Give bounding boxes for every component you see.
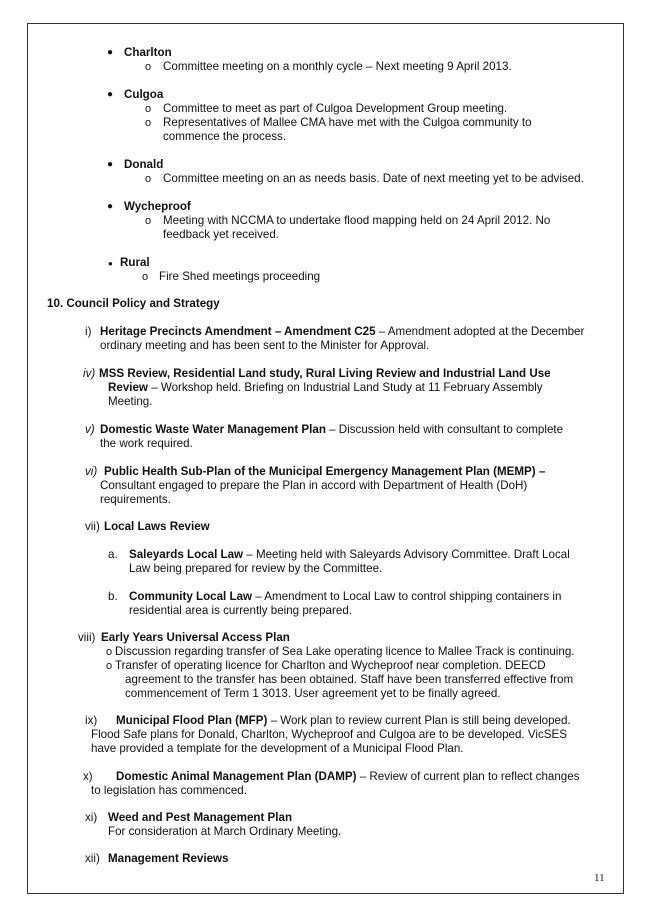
committee-name: Wycheproof	[124, 200, 191, 213]
policy-title: MSS Review, Residential Land study, Rural Living Review and Industrial Land Use	[99, 367, 551, 380]
committee-name: Charlton	[124, 46, 172, 59]
policy-text: the work required.	[100, 437, 193, 450]
policy-item-line	[100, 423, 563, 437]
bullet-icon: ●	[108, 259, 113, 268]
circle-bullet-icon: o	[145, 61, 152, 73]
subitem-title: Community Local Law	[129, 590, 253, 603]
circle-bullet-icon: o	[145, 117, 152, 129]
bullet-icon: ●	[107, 159, 114, 170]
policy-item-line	[100, 325, 584, 339]
policy-item-line	[116, 770, 580, 784]
page-number: 11	[594, 872, 605, 884]
policy-text: Meeting.	[108, 395, 153, 408]
policy-title: Management Reviews	[108, 852, 229, 865]
circle-bullet-icon: o	[106, 646, 113, 658]
subitem-text: residential area is currently being prepared.	[129, 604, 352, 617]
policy-text: Flood Safe plans for Donald, Charlton, Wycheproof and Culgoa are to be developed. VicSES	[91, 728, 567, 741]
circle-bullet-icon: o	[145, 173, 152, 185]
policy-text: – Amendment adopted at the December	[375, 325, 585, 338]
committee-item: Representatives of Mallee CMA have met with the Culgoa community to	[163, 116, 532, 129]
committee-item-continuation: commence the process.	[163, 130, 287, 143]
circle-bullet-icon: o	[106, 660, 113, 672]
item-number: iv)	[83, 367, 96, 380]
policy-text: – Workshop held. Briefing on Industrial Land Study at 11 February Assembly	[147, 381, 543, 394]
policy-text: Discussion regarding transfer of Sea Lake operating licence to Mallee Track is continuing.	[115, 645, 575, 658]
subitem-letter: a.	[108, 548, 118, 561]
section-heading: 10. Council Policy and Strategy	[47, 297, 220, 310]
committee-item: Meeting with NCCMA to undertake flood mapping held on 24 April 2012. No	[163, 214, 551, 227]
committee-name: Donald	[124, 158, 164, 171]
committee-item: Committee meeting on an as needs basis. Date of next meeting yet to be advised.	[163, 172, 584, 185]
page-border	[27, 23, 624, 894]
item-number: vii)	[85, 520, 100, 533]
policy-text: to legislation has commenced.	[91, 784, 247, 797]
subitem-letter: b.	[108, 590, 118, 603]
policy-title: Domestic Waste Water Management Plan	[100, 423, 326, 436]
policy-title: Weed and Pest Management Plan	[108, 811, 293, 824]
item-number: ix)	[85, 714, 98, 727]
subitem-title: Saleyards Local Law	[129, 548, 244, 561]
subitem-text: – Meeting held with Saleyards Advisory Committee. Draft Local	[243, 548, 570, 561]
policy-title: Early Years Universal Access Plan	[101, 631, 290, 644]
policy-item-line	[108, 381, 543, 395]
committee-name: Culgoa	[124, 88, 164, 101]
item-number: vi)	[85, 465, 98, 478]
policy-text: – Work plan to review current Plan is still being developed.	[267, 714, 571, 727]
bullet-icon: ●	[107, 47, 114, 58]
policy-text: Consultant engaged to prepare the Plan in accord with Department of Health (DoH)	[100, 479, 528, 492]
policy-text: have provided a template for the development of a Municipal Flood Plan.	[91, 742, 464, 755]
item-number: x)	[83, 770, 93, 783]
policy-text: Transfer of operating licence for Charlton and Wycheproof near completion. DEECD	[115, 659, 546, 672]
subitem-text: – Amendment to Local Law to control shipping containers in	[252, 590, 562, 603]
committee-item-continuation: feedback yet received.	[163, 228, 280, 241]
subitem-text: Law being prepared for review by the Committee.	[129, 562, 383, 575]
item-number: xii)	[85, 852, 100, 865]
policy-title: Public Health Sub-Plan of the Municipal Emergency Management Plan (MEMP) –	[104, 465, 546, 478]
bullet-icon: ●	[107, 89, 114, 100]
policy-text: – Review of current plan to reflect changes	[356, 770, 580, 783]
subitem-line	[129, 548, 570, 562]
item-number: v)	[85, 423, 95, 436]
circle-bullet-icon: o	[145, 103, 152, 115]
circle-bullet-icon: o	[142, 271, 149, 283]
policy-text: ordinary meeting and has been sent to the Minister for Approval.	[100, 339, 430, 352]
committee-item: Committee meeting on a monthly cycle – Next meeting 9 April 2013.	[163, 60, 512, 73]
committee-item: Committee to meet as part of Culgoa Development Group meeting.	[163, 102, 508, 115]
subitem-line	[129, 590, 561, 604]
item-number: viii)	[78, 631, 96, 644]
policy-text: For consideration at March Ordinary Meeting.	[108, 825, 342, 838]
committee-item: Fire Shed meetings proceeding	[159, 270, 321, 283]
policy-text: requirements.	[100, 493, 171, 506]
policy-text: agreement to the transfer has been obtained. Staff have been transferred effective from	[125, 673, 574, 686]
policy-item-line	[116, 714, 571, 728]
policy-title: Review	[108, 381, 148, 394]
item-number: xi)	[85, 811, 98, 824]
bullet-icon: ●	[107, 201, 114, 212]
policy-title: Local Laws Review	[104, 520, 210, 533]
policy-title: Heritage Precincts Amendment – Amendment C25	[100, 325, 376, 338]
policy-title: Domestic Animal Management Plan (DAMP)	[116, 770, 357, 783]
policy-text: commencement of Term 1 3013. User agreement yet to be finally agreed.	[125, 687, 501, 700]
committee-name: Rural	[120, 256, 150, 269]
policy-text: – Discussion held with consultant to complete	[325, 423, 564, 436]
circle-bullet-icon: o	[145, 215, 152, 227]
item-number: i)	[85, 325, 92, 338]
policy-title: Municipal Flood Plan (MFP)	[116, 714, 268, 727]
